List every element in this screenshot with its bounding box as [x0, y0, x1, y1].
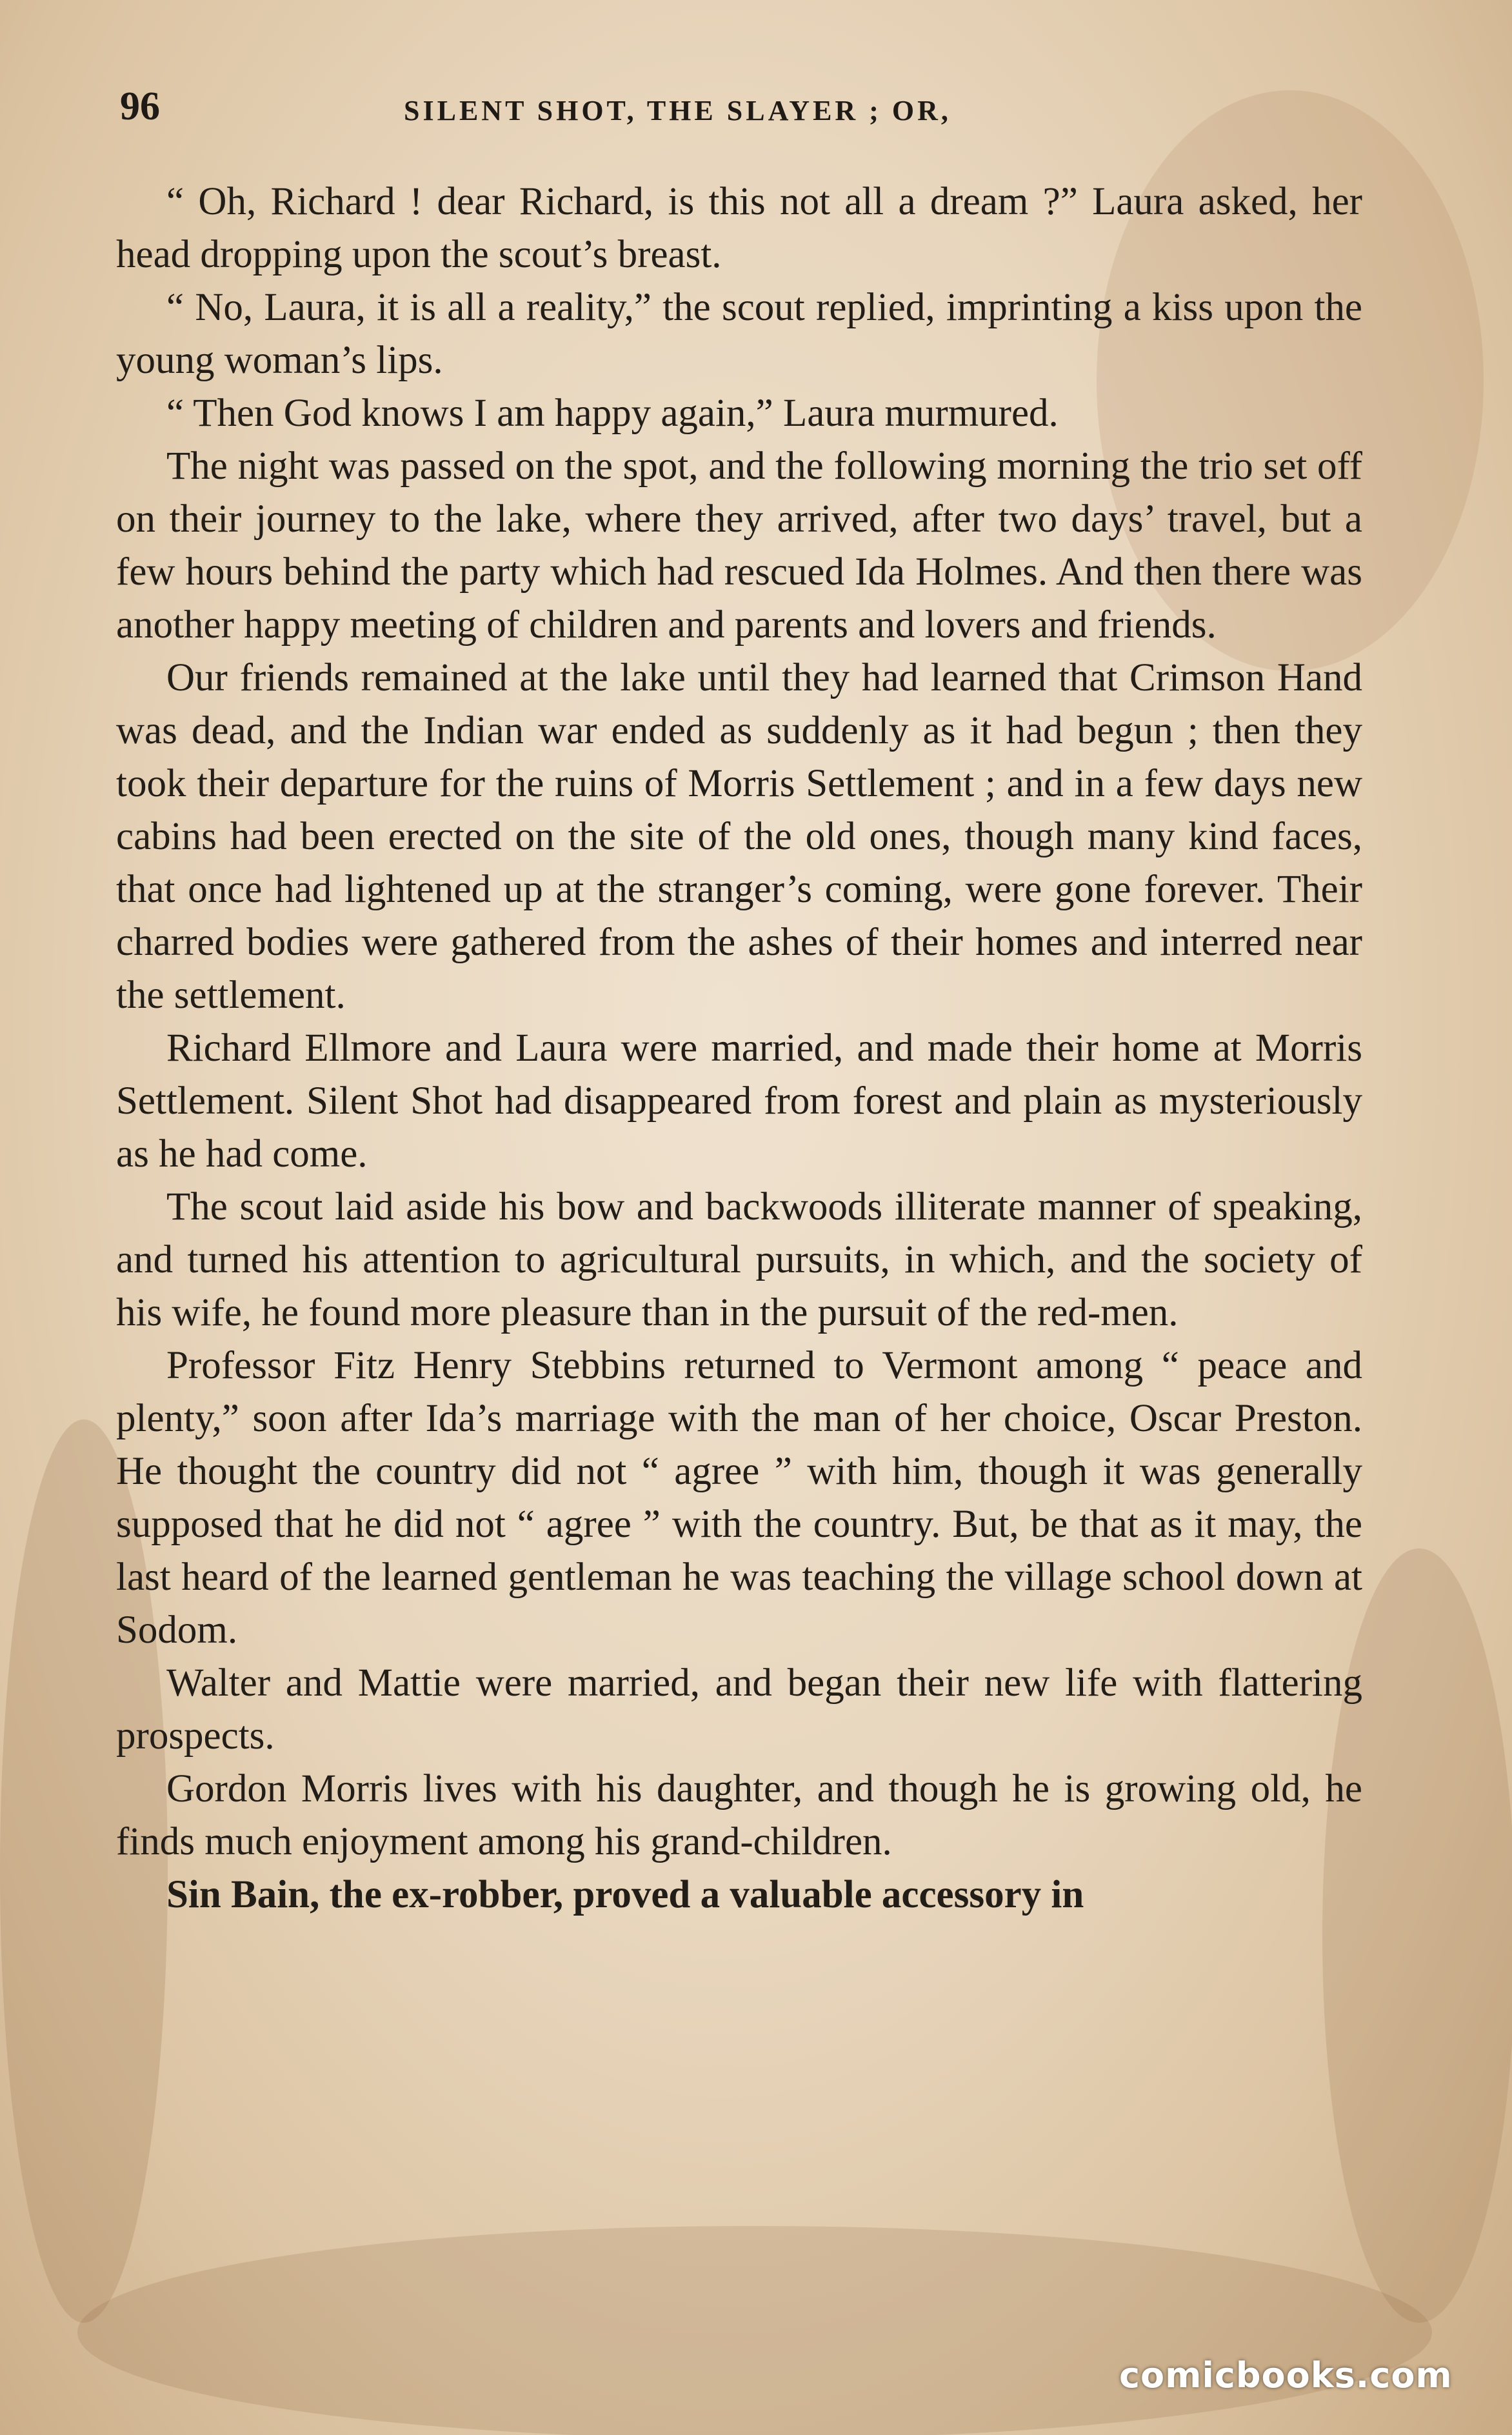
paragraph: The night was passed on the spot, and the following morning the trio set off on their journey to the lake, where they arrived, after two days’ travel, but a few hours behind the party which had rescued Ida Holmes. And then there was another happy meeting of children and parents and lovers and friends.	[116, 445, 1362, 646]
page-header	[120, 80, 1365, 138]
paragraph: Richard Ellmore and Laura were married, and made their home at Morris Settlement. Silent Shot had disappeared from forest and plain as mysteriously as he had come.	[116, 1027, 1362, 1176]
paragraph: Professor Fitz Henry Stebbins returned to Vermont among “ peace and plenty,” soon after Ida’s marriage with the man of her choice, Oscar Preston. He thought the country did not “ agree ” with him, though it was generally supposed that he did not “ agree ” with the country. But, be that as it may, the last heard of the learned gentleman he was teaching the village school down at Sodom.	[116, 1344, 1362, 1652]
paragraph: “ Oh, Richard ! dear Richard, is this not all a dream ?” Laura asked, her head dropping upon the scout’s breast.	[116, 180, 1362, 276]
paper-stain	[77, 2226, 1432, 2435]
body-text	[116, 175, 1362, 1921]
paragraph: Gordon Morris lives with his daughter, and though he is growing old, he finds much enjoyment among his grand-children.	[116, 1767, 1362, 1863]
paragraph: Our friends remained at the lake until they had learned that Crimson Hand was dead, and the Indian war ended as suddenly as it had begun ; then they took their departure for the ruins of Morris Settlement ; and in a few days new cabins had been erected on the site of the old ones, though many kind faces, that once had lightened up at the stranger’s coming, were gone forever. Their charred bodies were gathered from the ashes of their homes and interred near the settlement.	[116, 656, 1362, 1017]
running-head: SILENT SHOT, THE SLAYER ; OR,	[404, 95, 951, 126]
page-number: 96	[120, 85, 160, 128]
paragraph: “ Then God knows I am happy again,” Laura murmured.	[166, 392, 1059, 435]
paragraph: Walter and Mattie were married, and began their new life with flattering prospects.	[116, 1661, 1362, 1758]
paragraph: “ No, Laura, it is all a reality,” the scout replied, imprinting a kiss upon the young woman’s lips.	[116, 286, 1362, 382]
paragraph: Sin Bain, the ex-robber, proved a valuable accessory in	[166, 1873, 1084, 1916]
watermark: comicbooks.com	[1119, 2355, 1453, 2396]
paragraph: The scout laid aside his bow and backwoods illiterate manner of speaking, and turned his attention to agricultural pursuits, in which, and the society of his wife, he found more pleasure than in the pursuit of the red-men.	[116, 1185, 1362, 1334]
